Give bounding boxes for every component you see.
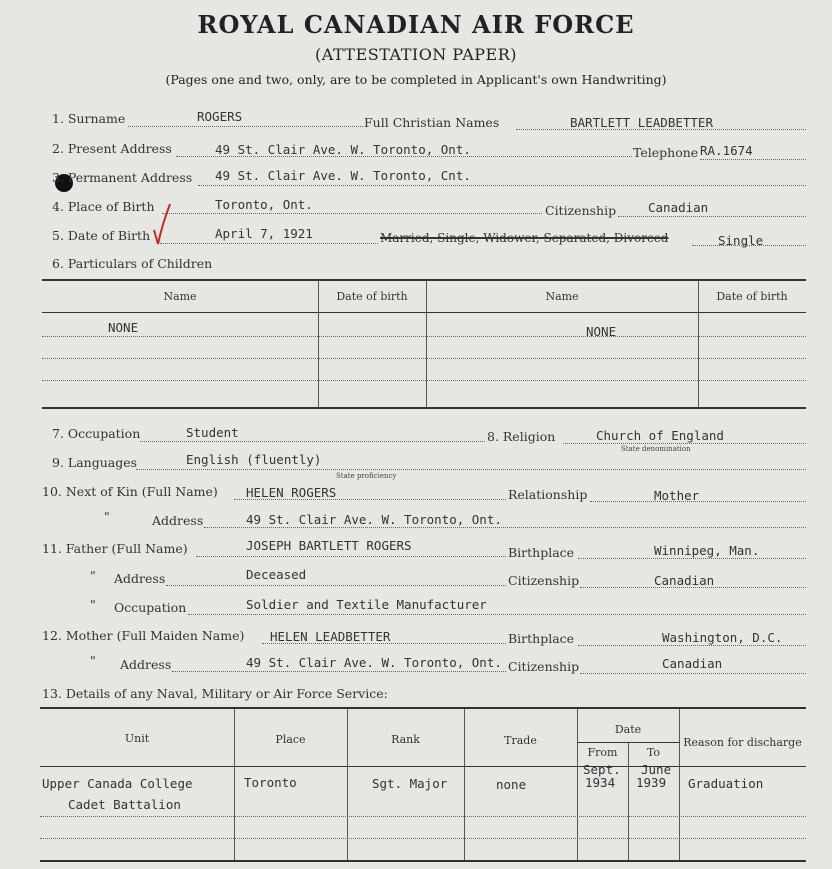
children-header-dob-1: Date of birth bbox=[336, 290, 408, 303]
relationship-value: Mother bbox=[654, 488, 700, 503]
father-label: 11. Father (Full Name) bbox=[42, 541, 188, 556]
permanent-address-value: 49 St. Clair Ave. W. Toronto, Cnt. bbox=[215, 168, 471, 183]
date-of-birth-value: April 7, 1921 bbox=[215, 226, 313, 241]
service-header-place: Place bbox=[275, 733, 306, 746]
religion-label: 8. Religion bbox=[487, 429, 556, 444]
father-occupation-label: Occupation bbox=[114, 600, 187, 615]
service-unit-line1: Upper Canada College bbox=[42, 776, 193, 791]
service-place: Toronto bbox=[244, 775, 297, 790]
place-of-birth-value: Toronto, Ont. bbox=[215, 197, 313, 212]
children-left-name: NONE bbox=[108, 320, 139, 335]
service-reason: Graduation bbox=[688, 776, 764, 791]
citizenship-label: Citizenship bbox=[545, 203, 617, 218]
mother-birthplace-label: Birthplace bbox=[508, 631, 575, 646]
children-label: 6. Particulars of Children bbox=[52, 256, 213, 271]
surname-label: 1. Surname bbox=[52, 111, 126, 126]
mother-birthplace-value: Washington, D.C. bbox=[662, 630, 783, 645]
service-rank: Sgt. Major bbox=[372, 776, 448, 791]
mother-label: 12. Mother (Full Maiden Name) bbox=[42, 628, 245, 643]
service-from-month: Sept. bbox=[583, 762, 621, 777]
form-subtitle: (ATTESTATION PAPER) bbox=[315, 45, 517, 64]
present-address-label: 2. Present Address bbox=[52, 141, 172, 156]
father-address-label: Address bbox=[114, 571, 166, 586]
kin-address-label: Address bbox=[152, 513, 204, 528]
religion-value: Church of England bbox=[596, 428, 724, 443]
telephone-value: RA.1674 bbox=[700, 143, 753, 158]
service-header-reason: Reason for discharge bbox=[683, 736, 802, 749]
service-unit-line2: Cadet Battalion bbox=[68, 797, 181, 812]
check-mark-icon bbox=[150, 200, 172, 252]
form-note: (Pages one and two, only, are to be completed in Applicant's own Handwriting) bbox=[165, 72, 667, 87]
service-header-date: Date bbox=[614, 723, 642, 736]
service-to-month: June bbox=[641, 762, 672, 777]
next-of-kin-value: HELEN ROGERS bbox=[246, 485, 337, 500]
service-header-unit: Unit bbox=[124, 732, 150, 745]
kin-address-ditto: " bbox=[104, 509, 110, 524]
mother-address-value: 49 St. Clair Ave. W. Toronto, Ont. bbox=[246, 655, 502, 670]
children-header-name-1: Name bbox=[163, 290, 197, 303]
permanent-address-label: 3. Permanent Address bbox=[52, 170, 193, 185]
service-trade: none bbox=[496, 777, 527, 792]
mother-address-label: Address bbox=[120, 657, 172, 672]
father-address-ditto: " bbox=[90, 568, 96, 583]
relationship-label: Relationship bbox=[508, 487, 588, 502]
father-address-value: Deceased bbox=[246, 567, 307, 582]
marital-status-options: Married, Single, Widower, Separated, Divorced bbox=[380, 231, 669, 245]
mother-citizenship-value: Canadian bbox=[662, 656, 723, 671]
surname-value: ROGERS bbox=[197, 109, 243, 124]
form-title: ROYAL CANADIAN AIR FORCE bbox=[197, 10, 635, 39]
occupation-label: 7. Occupation bbox=[52, 426, 141, 441]
date-of-birth-label: 5. Date of Birth bbox=[52, 228, 151, 243]
christian-names-value: BARTLETT LEADBETTER bbox=[570, 115, 713, 130]
mother-value: HELEN LEADBETTER bbox=[270, 629, 391, 644]
father-citizenship-value: Canadian bbox=[654, 573, 715, 588]
service-from-year: 1934 bbox=[585, 775, 616, 790]
languages-note: State proficiency bbox=[336, 472, 397, 480]
religion-note: State denomination bbox=[621, 445, 691, 453]
place-of-birth-label: 4. Place of Birth bbox=[52, 199, 155, 214]
mother-citizenship-label: Citizenship bbox=[508, 659, 580, 674]
father-birthplace-label: Birthplace bbox=[508, 545, 575, 560]
mother-address-ditto: " bbox=[90, 653, 96, 668]
service-to-year: 1939 bbox=[636, 775, 667, 790]
citizenship-value: Canadian bbox=[648, 200, 709, 215]
children-header-dob-2: Date of birth bbox=[716, 290, 788, 303]
father-birthplace-value: Winnipeg, Man. bbox=[654, 543, 760, 558]
christian-names-label: Full Christian Names bbox=[364, 115, 500, 130]
languages-value: English (fluently) bbox=[186, 452, 322, 467]
telephone-label: Telephone bbox=[633, 145, 699, 160]
occupation-value: Student bbox=[186, 425, 239, 440]
father-occupation-ditto: " bbox=[90, 597, 96, 612]
service-label: 13. Details of any Naval, Military or Air Force Service: bbox=[42, 686, 388, 701]
next-of-kin-label: 10. Next of Kin (Full Name) bbox=[42, 484, 218, 499]
service-header-trade: Trade bbox=[504, 734, 537, 747]
service-header-from: From bbox=[587, 746, 618, 759]
father-citizenship-label: Citizenship bbox=[508, 573, 580, 588]
father-occupation-value: Soldier and Textile Manufacturer bbox=[246, 597, 487, 612]
father-value: JOSEPH BARTLETT ROGERS bbox=[246, 538, 412, 553]
marital-status-value: Single bbox=[718, 233, 764, 248]
service-header-rank: Rank bbox=[391, 733, 420, 746]
kin-address-value: 49 St. Clair Ave. W. Toronto, Ont. bbox=[246, 512, 502, 527]
service-header-to: To bbox=[646, 746, 661, 759]
present-address-value: 49 St. Clair Ave. W. Toronto, Ont. bbox=[215, 142, 471, 157]
children-right-name: NONE bbox=[586, 324, 617, 339]
children-header-name-2: Name bbox=[545, 290, 579, 303]
languages-label: 9. Languages bbox=[52, 455, 138, 470]
